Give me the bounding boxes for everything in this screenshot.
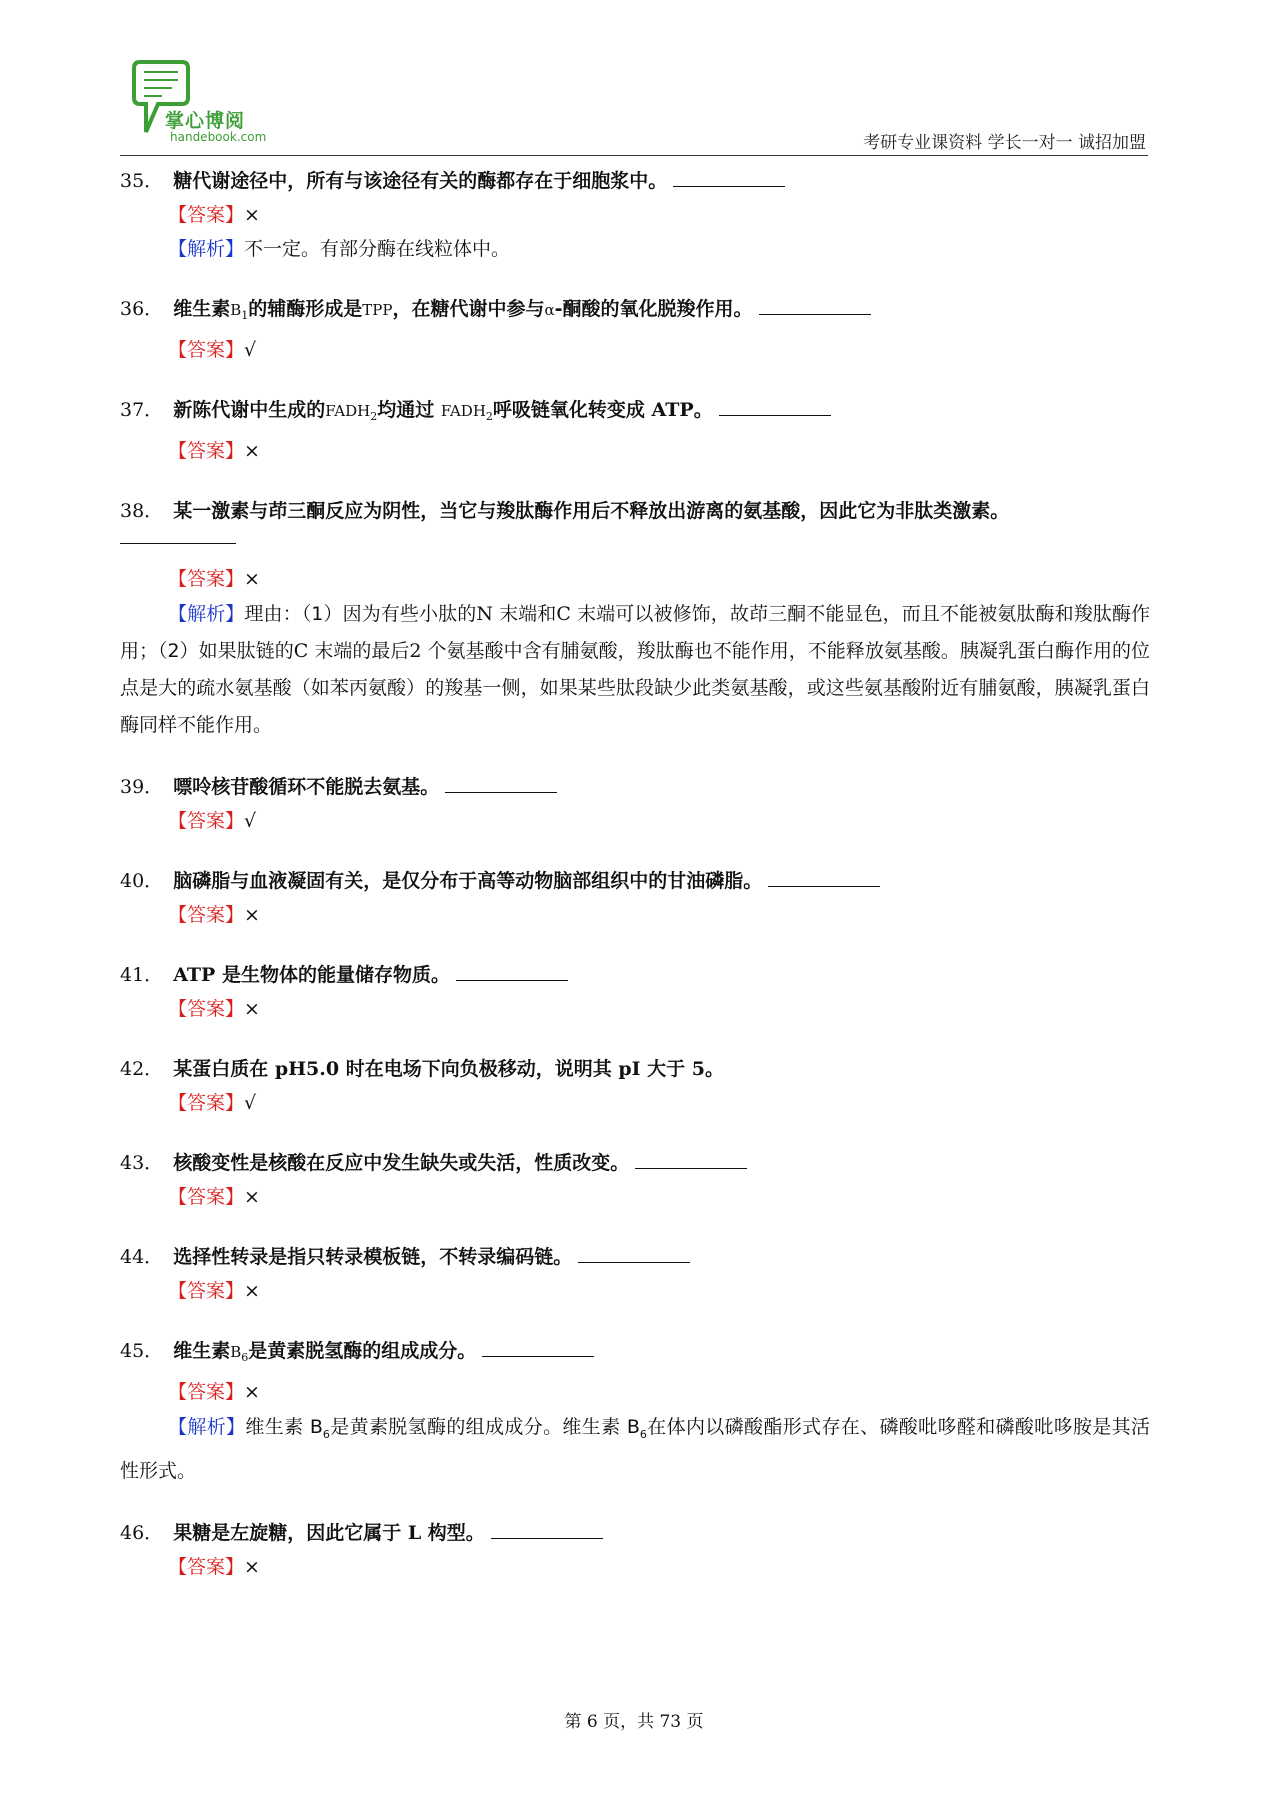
answer-blank: [491, 1537, 603, 1539]
answer-line: 【答案】√: [168, 339, 257, 361]
header-slogan: 考研专业课资料 学长一对一 诚招加盟: [863, 133, 1146, 153]
question-item: [120, 1052, 1150, 1120]
answer-line: 【答案】√: [168, 810, 257, 832]
answer-blank-line: [120, 528, 1150, 562]
question-text: 41． ATP 是生物体的能量储存物质。: [120, 958, 1150, 992]
answer-blank: [482, 1355, 594, 1357]
answer-blank: [673, 185, 785, 187]
question-item: [120, 1146, 1150, 1214]
question-text: 39． 嘌呤核苷酸循环不能脱去氨基。: [120, 770, 1150, 804]
answer-line: 【答案】×: [168, 1186, 260, 1208]
question-text: 43． 核酸变性是核酸在反应中发生缺失或失活，性质改变。: [120, 1146, 1150, 1180]
explanation-paragraph: 【解析】维生素 $B_6$是黄素脱氢酶的组成成分。维生素 $B_6$在体内以磷酸酯形式存在、磷酸吡哆醛和磷酸吡哆胺是其活性形式。: [120, 1416, 1150, 1482]
explanation-paragraph: 【解析】理由：（1）因为有些小肽的N 末端和C 末端可以被修饰，故茚三酮不能显色，而且不能被氨肽酶和羧肽酶作用；（2）如果肽链的C 末端的最后2 个氨基酸中含有脯氨酸，羧肽酶也不能作用，不能释放氨基酸。胰凝乳蛋白酶作用的位点是大的疏水氨基酸（如苯丙氨酸）的羧基一侧，如果某些肽段缺少此类氨基酸，或这些氨基酸附近有脯氨酸，胰凝乳蛋白酶同样不能作用。: [120, 603, 1150, 736]
answer-line: 【答案】×: [168, 998, 260, 1020]
answer-blank: [635, 1167, 747, 1169]
answer-line: 【答案】×: [168, 1555, 260, 1578]
explanation-line: 【解析】不一定。有部分酶在线粒体中。: [168, 238, 511, 260]
question-text: 42． 某蛋白质在 pH5.0 时在电场下向负极移动，说明其 pI 大于 5。: [120, 1058, 725, 1080]
question-text: 40． 脑磷脂与血液凝固有关，是仅分布于高等动物脑部组织中的甘油磷脂。: [120, 864, 1150, 898]
question-item: [120, 770, 1150, 838]
answer-blank: [456, 979, 568, 981]
question-item: [120, 164, 1150, 266]
question-text: 45． 维生素$B_6$是黄素脱氢酶的组成成分。: [120, 1334, 1150, 1375]
answer-blank: [578, 1261, 690, 1263]
question-item: [120, 864, 1150, 932]
logo-subtext: handebook.com: [170, 130, 267, 144]
question-item: [120, 393, 1150, 468]
answer-blank: [759, 313, 871, 315]
answer-blank: [445, 791, 557, 793]
question-list: [120, 164, 1150, 1584]
question-item: [120, 1334, 1150, 1490]
answer-blank: [719, 414, 831, 416]
question-item: [120, 958, 1150, 1026]
question-text: 44． 选择性转录是指只转录模板链，不转录编码链。: [120, 1240, 1150, 1274]
question-text: 38． 某一激素与茚三酮反应为阴性，当它与羧肽酶作用后不释放出游离的氨基酸，因此它为非肽类激素。: [120, 500, 1010, 522]
answer-line: 【答案】×: [168, 440, 260, 462]
page-footer: 第 6 页，共 73 页: [564, 1712, 704, 1732]
answer-blank: [120, 542, 236, 544]
question-item: [120, 1516, 1150, 1584]
answer-line: 【答案】√: [168, 1092, 257, 1114]
question-item: [120, 1240, 1150, 1308]
answer-line: 【答案】×: [168, 1381, 260, 1403]
question-text: 35． 糖代谢途径中，所有与该途径有关的酶都存在于细胞浆中。: [120, 164, 1150, 198]
question-item: [120, 494, 1150, 744]
answer-line: 【答案】×: [168, 904, 260, 926]
question-text: 37． 新陈代谢中生成的$FADH_2$均通过 $FADH_2$呼吸链氧化转变成 ATP。: [120, 393, 1150, 434]
question-text: 46． 果糖是左旋糖，因此它属于 L 构型。: [120, 1516, 1150, 1550]
question-item: [120, 292, 1150, 367]
answer-line: 【答案】×: [168, 204, 260, 226]
logo-text: 掌心博阅: [165, 110, 246, 132]
answer-blank: [768, 885, 880, 887]
answer-line: 【答案】×: [168, 568, 260, 590]
header-divider: [120, 155, 1148, 156]
question-text: 36． 维生素$B_1$的辅酶形成是TPP，在糖代谢中参与α-酮酸的氧化脱羧作用。: [120, 292, 1150, 333]
answer-line: 【答案】×: [168, 1280, 260, 1302]
